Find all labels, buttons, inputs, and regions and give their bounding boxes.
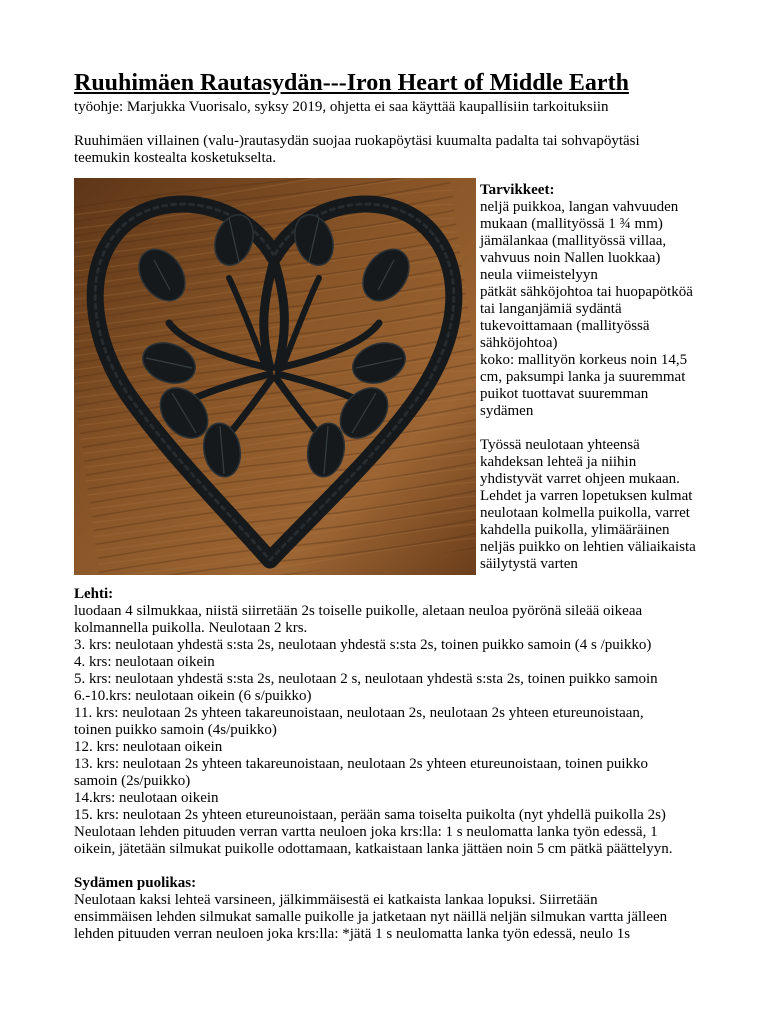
instruction-line: lehden pituuden verran neuloen joka krs:lla: *jätä 1 s neulomatta lanka työn edessä, neulo 1s [74, 926, 631, 942]
document-subtitle: työohje: Marjukka Vuorisalo, syksy 2019, ohjetta ei saa käyttää kaupallisiin tarkoituksiin [74, 99, 609, 115]
instruction-line: Neulotaan lehden pituuden verran vartta neuloen joka krs:lla: 1 s neulomatta lanka työn edessä, 1 [74, 824, 658, 840]
knitted-heart-photo [74, 178, 476, 575]
materials-item: neljä puikkoa, langan vahvuuden mukaan (mallityössä 1 ¾ mm) [480, 199, 679, 232]
figure-row [74, 178, 694, 586]
instruction-line: 14.krs: neulotaan oikein [74, 790, 219, 806]
construction-note: Työssä neulotaan yhteensä kahdeksan lehteä ja niihin yhdistyvät varret ohjeen mukaan. Lehdet ja varren lopetuksen kulmat neulotaan kolmella puikolla, varret kahdella puikolla, ylimääräinen neljäs puikko on lehtien väliaikaista säilytystä varten [480, 437, 696, 572]
instruction-line: toinen puikko samoin (4s/puikko) [74, 722, 277, 738]
section-heading-puolikas: Sydämen puolikas: [74, 875, 197, 891]
instruction-line: 12. krs: neulotaan oikein [74, 739, 223, 755]
instruction-line: kolmannella puikolla. Neulotaan 2 krs. [74, 620, 308, 636]
materials-item: jämälankaa (mallityössä villaa, vahvuus noin Nallen luokkaa) [480, 233, 667, 266]
instruction-line: luodaan 4 silmukkaa, niistä siirretään 2s toiselle puikolle, aletaan neuloa pyörönä sileää oikeaa [74, 603, 643, 619]
materials-item: neula viimeistelyyn [480, 267, 598, 283]
materials-heading: Tarvikkeet: [480, 182, 555, 198]
instruction-line: 5. krs: neulotaan yhdestä s:sta 2s, neulotaan 2 s, neulotaan yhdestä s:sta 2s, toinen puikko samoin [74, 671, 658, 687]
materials-sidebar [480, 182, 700, 573]
instruction-line: 11. krs: neulotaan 2s yhteen takareunoistaan, neulotaan 2s, neulotaan 2s yhteen etureunoistaan, [74, 705, 644, 721]
materials-item: pätkät sähköjohtoa tai huopapötköä tai langanjämiä sydäntä tukevoittamaan (mallityössä sähköjohtoa) [480, 284, 693, 351]
document-page [74, 68, 696, 942]
document-title: Ruuhimäen Rautasydän---Iron Heart of Middle Earth [74, 70, 629, 96]
instruction-line: 3. krs: neulotaan yhdestä s:sta 2s, neulotaan yhdestä s:sta 2s, toinen puikko samoin (4 s /puikko) [74, 637, 652, 653]
spacer [480, 420, 700, 437]
spacer [74, 858, 714, 875]
instruction-line: oikein, jätetään silmukat puikolle odottamaan, katkaistaan lanka jättäen noin 5 cm pätkä päättelyyn. [74, 841, 673, 857]
instruction-line: 6.-10.krs: neulotaan oikein (6 s/puikko) [74, 688, 312, 704]
instruction-line: samoin (2s/puikko) [74, 773, 191, 789]
instruction-line: 13. krs: neulotaan 2s yhteen takareunoistaan, neulotaan 2s yhteen etureunoistaan, toinen puikko [74, 756, 649, 772]
intro-paragraph: Ruuhimäen villainen (valu-)rautasydän suojaa ruokapöytäsi kuumalta padalta tai sohvapöytäsi teemukin kostealta kosketukselta. [74, 133, 640, 166]
instruction-line: 4. krs: neulotaan oikein [74, 654, 215, 670]
materials-item: koko: mallityön korkeus noin 14,5 cm, paksumpi lanka ja suuremmat puikot tuottavat suuremman sydämen [480, 352, 688, 419]
instructions-body [74, 586, 714, 943]
instruction-line: ensimmäisen lehden silmukat samalle puikolle ja jatketaan nyt näillä neljän silmukan vartta jälleen [74, 909, 668, 925]
instruction-line: 15. krs: neulotaan 2s yhteen etureunoistaan, perään sama toiselta puikolta (nyt yhdellä puikolla 2s) [74, 807, 666, 823]
instruction-line: Neulotaan kaksi lehteä varsineen, jälkimmäisestä ei katkaista lankaa lopuksi. Siirretään [74, 892, 598, 908]
section-heading-lehti: Lehti: [74, 586, 114, 602]
